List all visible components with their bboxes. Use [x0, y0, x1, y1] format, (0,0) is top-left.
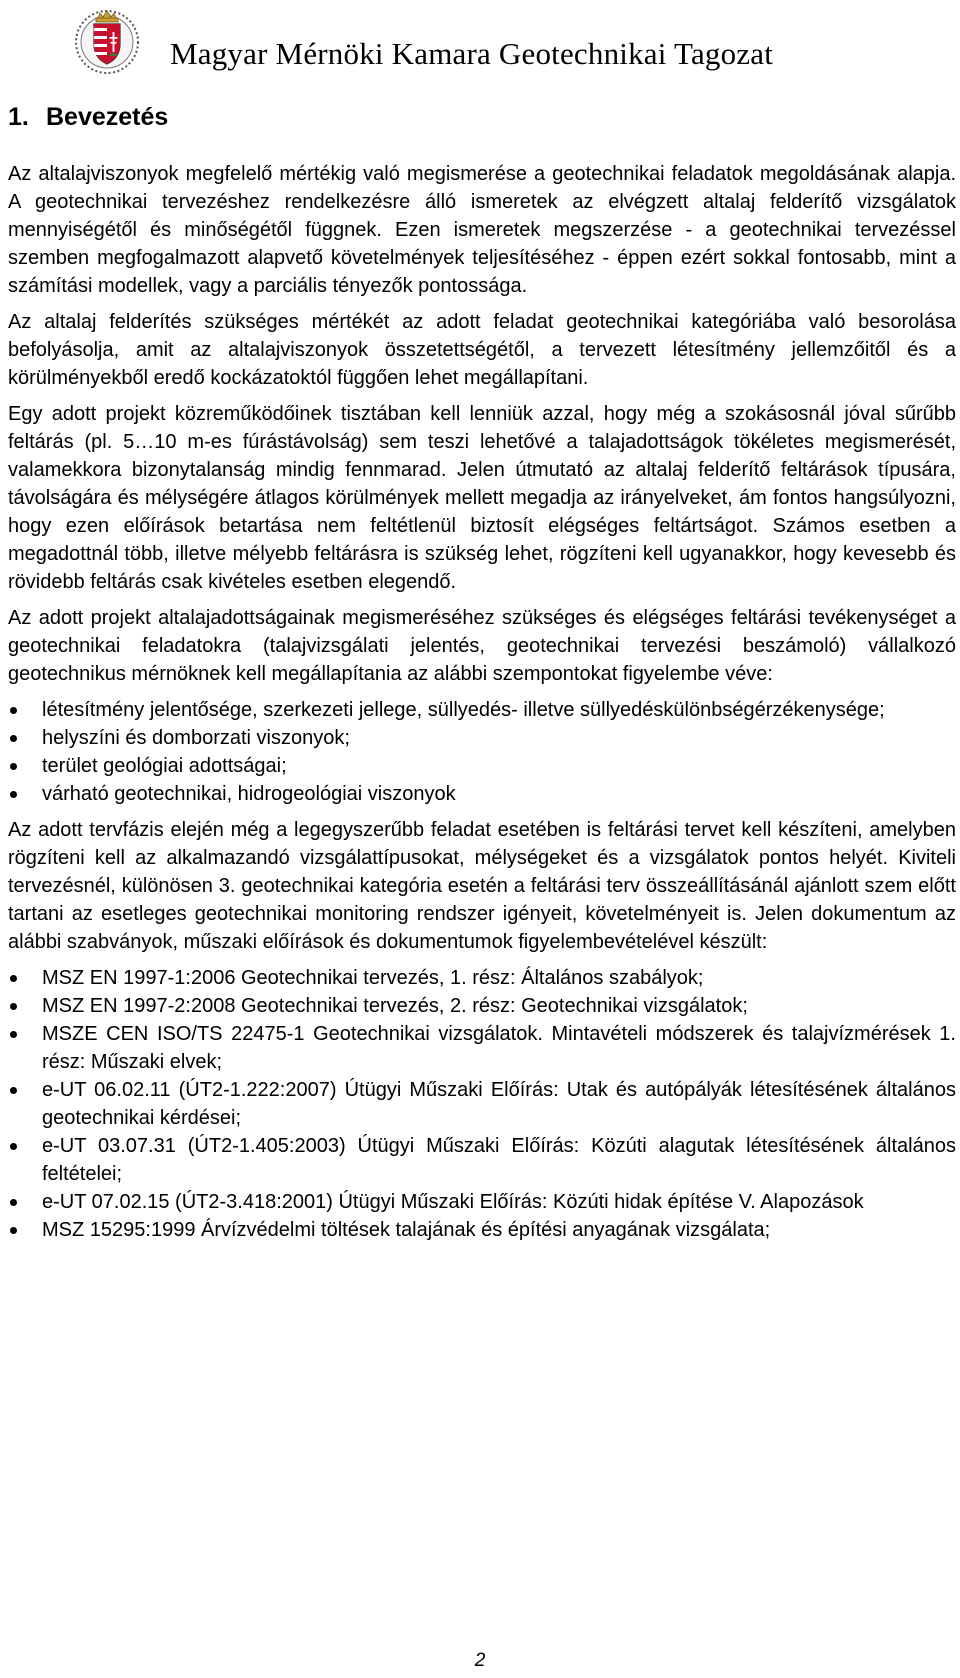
section-heading — [8, 103, 168, 132]
bullet-icon — [10, 1227, 17, 1234]
paragraph-1: Az altalajviszonyok megfelelő mértékig való megismerése a geotechnikai feladatok megoldásának alapja. A geotechnikai tervezéshez rendelkezésre álló ismeretek az elvégzett altalaj felderítő vizsgálatok mennyiségétől és minőségétől függnek. Ezen ismeretek megszerzése - a geotechnikai tervezéssel szemben megfogalmazott alapvető követelmények teljesítéséhez - éppen ezért sokkal fontosabb, mint a számítási modellek, vagy a parciális tényezők pontossága. — [8, 163, 956, 297]
paragraph-3: Egy adott projekt közreműködőinek tisztában kell lenniük azzal, hogy még a szokásosnál jóval sűrűbb feltárás (pl. 5…10 m-es fúrástávolság) sem teszi lehetővé a talajadottságok tökéletes megismerését, valamekkora bizonytalanság mindig fennmarad. Jelen útmutató az altalaj felderítő feltárások típusára, távolságára és mélységére átlagos körülmények mellett megadja az irányelveket, ám fontos hangsúlyozni, hogy ezen előírások betartása nem feltétlenül biztosít elégséges feltártságot. Számos esetben a megadottnál több, illetve mélyebb feltárásra is szükség lehet, rögzíteni kell ugyanakkor, hogy kevesebb és rövidebb feltárás csak kivételes esetben elegendő. — [8, 403, 956, 593]
list-item-text: MSZ EN 1997-2:2008 Geotechnikai tervezés, 2. rész: Geotechnikai vizsgálatok; — [42, 995, 748, 1017]
list-item-text: e-UT 07.02.15 (ÚT2-3.418:2001) Útügyi Műszaki Előírás: Közúti hidak építése V. Alapozások — [42, 1191, 864, 1213]
bullet-icon — [10, 707, 17, 714]
bullet-icon — [10, 1199, 17, 1206]
list-item-text: létesítmény jelentősége, szerkezeti jellege, süllyedés- illetve süllyedéskülönbségérzékenysége; — [42, 699, 885, 721]
bullet-icon — [10, 791, 17, 798]
bullet-icon — [10, 975, 17, 982]
list-item — [8, 992, 956, 1020]
page-header — [72, 6, 912, 76]
list-item-text: helyszíni és domborzati viszonyok; — [42, 727, 350, 749]
paragraph-2: Az altalaj felderítés szükséges mértékét az adott feladat geotechnikai kategóriába való besorolása befolyásolja, amit az altalajviszonyok összetettségétől, a tervezett létesítmény jellemzőitől és a körülményekből eredő kockázatoktól függően lehet megállapítani. — [8, 311, 956, 389]
bullet-icon — [10, 1031, 17, 1038]
bullet-icon — [10, 1087, 17, 1094]
list-item — [8, 1020, 956, 1076]
chamber-coat-of-arms-logo — [72, 6, 142, 76]
list-item — [8, 964, 956, 992]
page-number: 2 — [474, 1650, 486, 1671]
bullet-icon — [10, 1003, 17, 1010]
list-item-text: MSZ EN 1997-1:2006 Geotechnikai tervezés, 1. rész: Általános szabályok; — [42, 967, 704, 989]
paragraph-4: Az adott projekt altalajadottságainak megismeréséhez szükséges és elégséges feltárási tevékenységet a geotechnikai feladatokra (talajvizsgálati jelentés, geotechnikai tervezési beszámoló) vállalkozó geotechnikus mérnöknek kell megállapítania az alábbi szempontokat figyelembe véve: — [8, 607, 956, 685]
list-item-text: várható geotechnikai, hidrogeológiai viszonyok — [42, 783, 456, 805]
body-text — [8, 160, 956, 1252]
list-item — [8, 696, 956, 724]
list-item — [8, 780, 956, 808]
list-item-text: e-UT 06.02.11 (ÚT2-1.222:2007) Útügyi Műszaki Előírás: Utak és autópályák létesítésének általános geotechnikai kérdései; — [42, 1079, 956, 1129]
criteria-list — [8, 696, 956, 808]
list-item — [8, 1216, 956, 1244]
header-title: Magyar Mérnöki Kamara Geotechnikai Tagozat — [170, 36, 774, 71]
list-item — [8, 1076, 956, 1132]
list-item — [8, 1132, 956, 1188]
bullet-icon — [10, 763, 17, 770]
bullet-icon — [10, 735, 17, 742]
list-item-text: terület geológiai adottságai; — [42, 755, 287, 777]
list-item — [8, 1188, 956, 1216]
list-item — [8, 724, 956, 752]
list-item-text: MSZE CEN ISO/TS 22475-1 Geotechnikai vizsgálatok. Mintavételi módszerek és talajvízmérések 1. rész: Műszaki elvek; — [42, 1023, 956, 1073]
list-item-text: MSZ 15295:1999 Árvízvédelmi töltések talajának és építési anyagának vizsgálata; — [42, 1219, 771, 1241]
section-title: Bevezetés — [46, 103, 169, 131]
paragraph-5: Az adott tervfázis elején még a legegyszerűbb feladat esetében is feltárási tervet kell készíteni, amelyben rögzíteni kell az alkalmazandó vizsgálattípusokat, mélységeket és a vizsgálatok pontos helyét. Kiviteli tervezésnél, különösen 3. geotechnikai kategória esetén a feltárási terv összeállításánál ajánlott szem előtt tartani az esetleges geotechnikai monitoring rendszer igényeit, követelményeit is. Jelen dokumentum az alábbi szabványok, műszaki előírások és dokumentumok figyelembevételével készült: — [8, 819, 956, 953]
standards-list — [8, 964, 956, 1244]
bullet-icon — [10, 1143, 17, 1150]
list-item-text: e-UT 03.07.31 (ÚT2-1.405:2003) Útügyi Műszaki Előírás: Közúti alagutak létesítésének általános feltételei; — [42, 1135, 956, 1185]
section-number: 1. — [8, 103, 29, 131]
list-item — [8, 752, 956, 780]
